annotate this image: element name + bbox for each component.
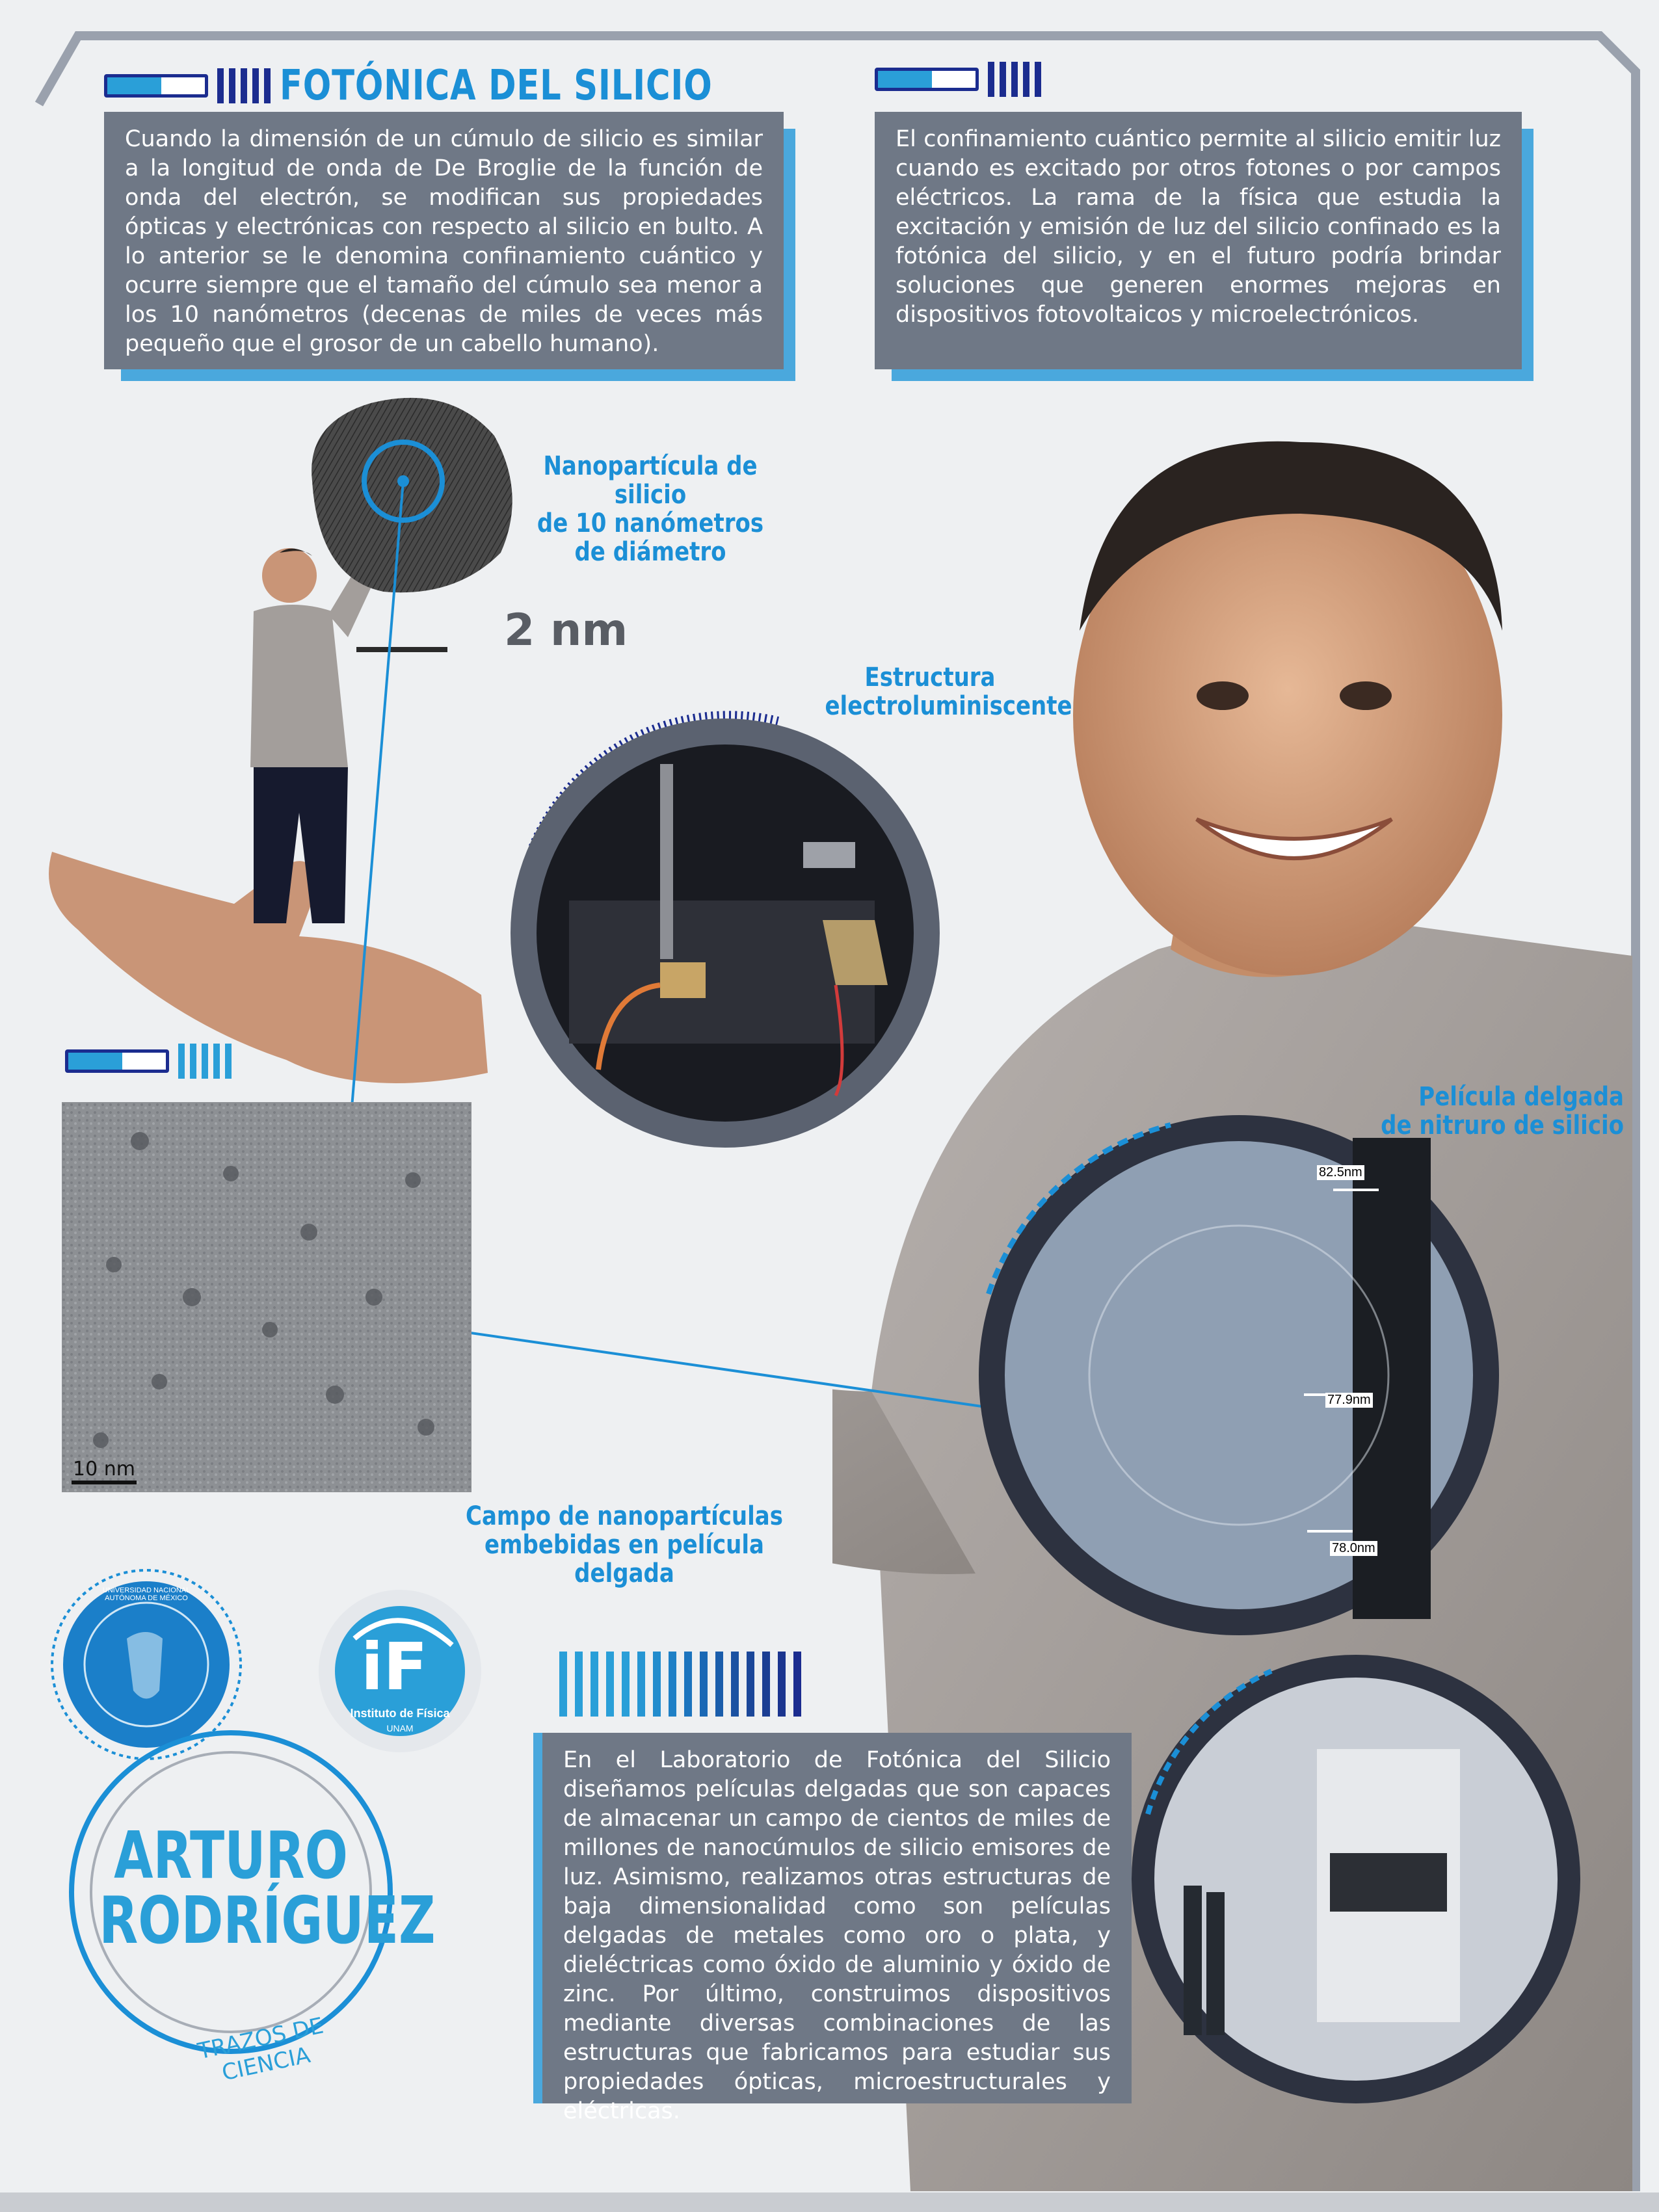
lab-photo-circle — [1122, 1645, 1590, 2113]
caption-line: de nitruro de silicio — [1381, 1111, 1624, 1140]
if-mark: iF — [361, 1629, 428, 1705]
structure-circle — [498, 705, 953, 1161]
measurement-label: 78.0nm — [1330, 1541, 1377, 1556]
caption-line: embebidas en película delgada — [484, 1530, 764, 1588]
measurement-label: 82.5nm — [1317, 1165, 1364, 1180]
laboratory-paragraph: En el Laboratorio de Fotónica del Silicio diseñamos películas delgadas que son capaces de almacenar un campo de cientos de miles de millones de nanocúmulos de silicio emisores de luz. Asimismo, realizamos otras estructuras de baja dimensionalidad como son películas delgadas de metales como oro o plata, y dieléctricas como óxido de aluminio y óxido de zinc. Por último, construimos dispositivos mediante diversas combinaciones de las estructuras que fabricamos para estudiar sus propiedades ópticas, microestructurales y eléctricas. — [533, 1733, 1132, 2103]
measurement-label: 77.9nm — [1325, 1393, 1373, 1408]
caption-line: Campo de nanopartículas — [466, 1501, 783, 1531]
caption-thin-film — [1381, 1083, 1624, 1140]
lab-stripes — [559, 1652, 801, 1717]
caption-field — [453, 1502, 796, 1588]
author-last-name: RODRÍGUEZ — [99, 1882, 436, 1958]
caption-line: de diámetro — [574, 537, 726, 567]
caption-line: Película delgada — [1418, 1082, 1624, 1112]
intro-paragraph: Cuando la dimensión de un cúmulo de silicio es similar a la longitud de onda de De Broglie de la función de onda del electrón, se modifican sus propiedades ópticas y electrónicas con respecto al silicio en bulto. A lo anterior se le denomina confinamiento cuántico y ocurre siempre que el tamaño del cúmulo sea menor a los 10 nanómetros (decenas de miles de veces más pequeño que el grosor de un cabello humano). — [104, 112, 784, 369]
author-first-name: ARTURO — [114, 1817, 348, 1893]
field-ornament-stripes — [178, 1044, 232, 1079]
if-sub: UNAM — [386, 1723, 414, 1733]
caption-line: de 10 nanómetros — [537, 508, 764, 538]
thin-film-circle — [962, 1099, 1515, 1652]
unam-ring-text: UNIVERSIDAD NACIONAL AUTÓNOMA DE MÉXICO — [102, 1587, 191, 1602]
caption-line: Estructura — [864, 663, 996, 692]
series-name: TRAZOS DE CIENCIA — [195, 2012, 326, 2087]
scale-label-10nm: 10 nm — [73, 1458, 135, 1481]
field-ornament — [65, 1044, 232, 1079]
page-title: FOTÓNICA DEL SILICIO — [280, 62, 713, 110]
caption-line: Nanopartícula de silicio — [543, 451, 758, 510]
nanoparticle-field-image — [62, 1102, 471, 1505]
confinement-paragraph: El confinamiento cuántico permite al silicio emitir luz cuando es excitado por otros fotones o por campos eléctricos. La rama de la física que estudia la excitación y emisión de luz del silicio confinado es la fotónica del silicio, y en el futuro podría brindar soluciones que generen enormes mejoras en dispositivos fotovoltaicos y microelectrónicos. — [875, 112, 1522, 369]
scale-bar-10nm — [72, 1481, 137, 1484]
caption-line: electroluminiscente — [825, 691, 1072, 721]
scale-label-2nm: 2 nm — [504, 605, 628, 656]
field-ornament-pill — [65, 1049, 169, 1073]
if-name: Instituto de Física — [350, 1707, 450, 1720]
